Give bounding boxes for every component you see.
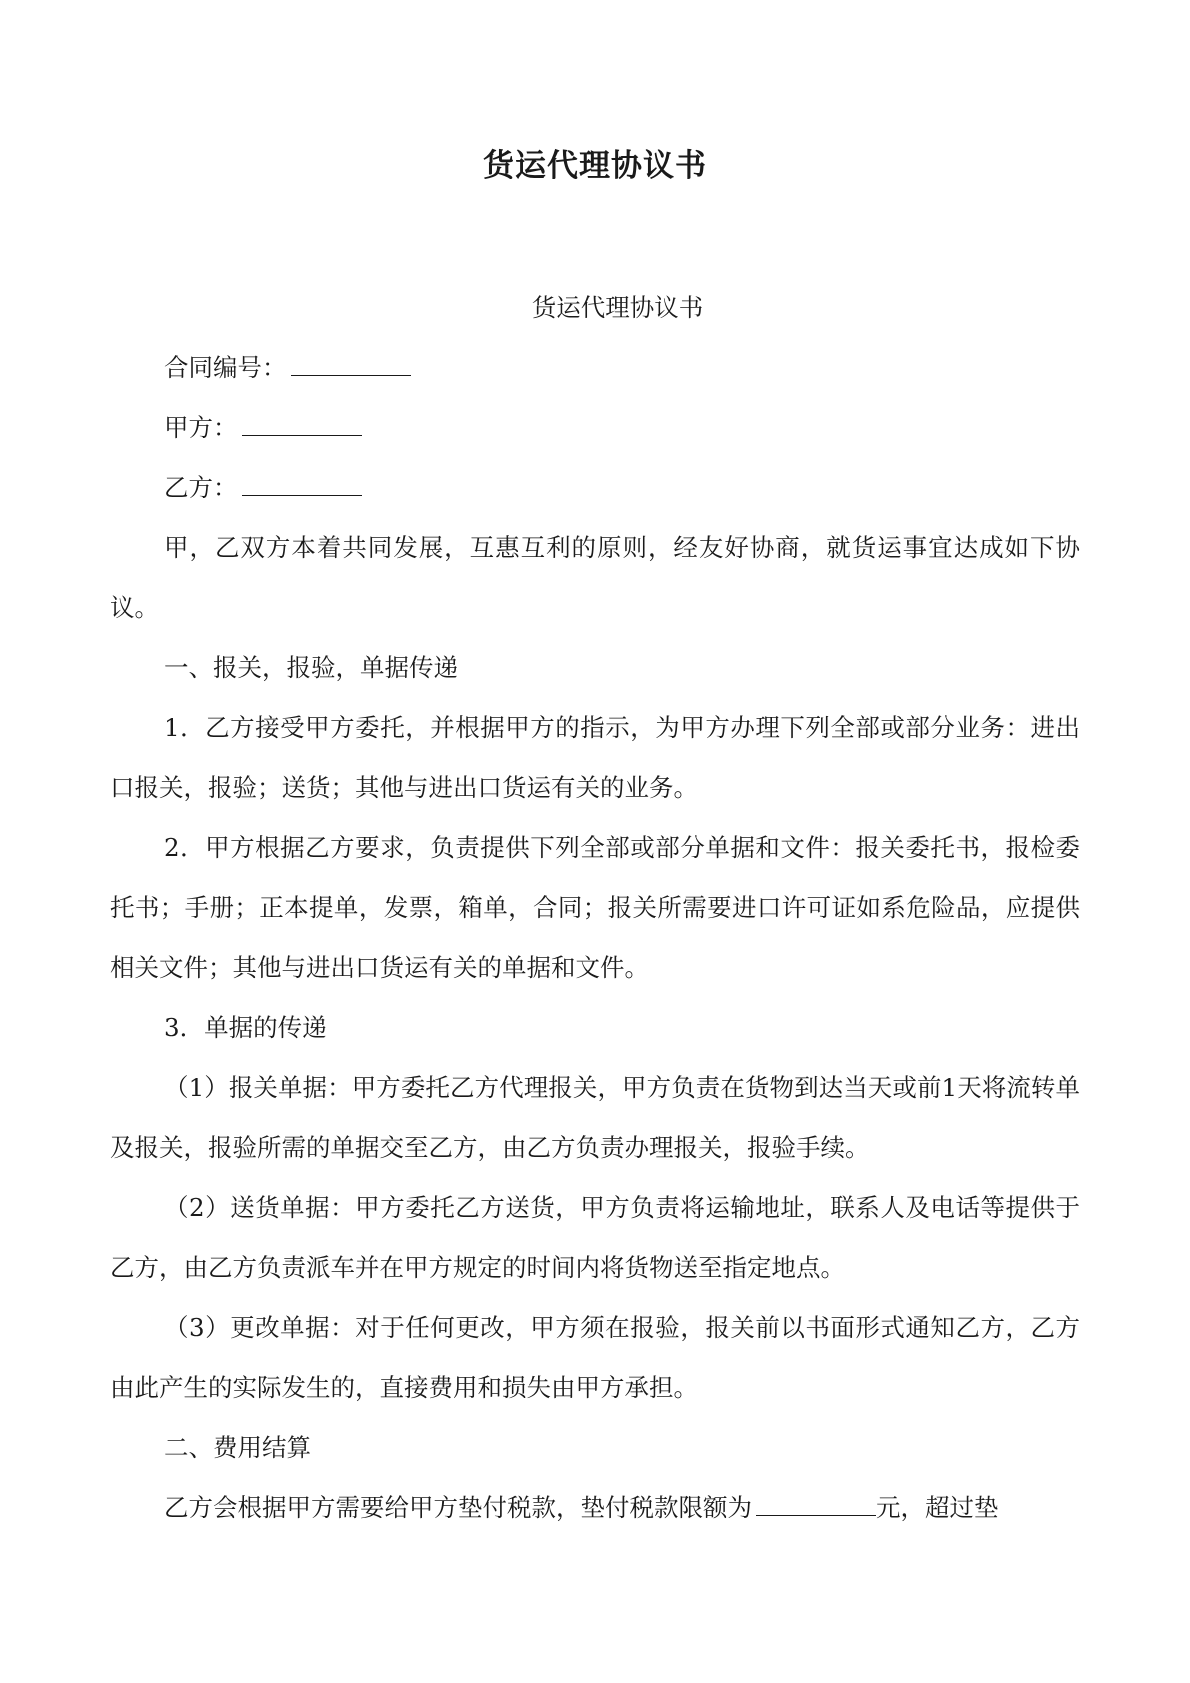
paragraph-payment bbox=[110, 1478, 1080, 1538]
payment-text-before: 乙方会根据甲方需要给甲方垫付税款，垫付税款限额为 bbox=[164, 1493, 752, 1522]
party-a-blank bbox=[242, 411, 362, 436]
contract-number-label: 合同编号： bbox=[164, 353, 287, 382]
tax-limit-blank bbox=[756, 1491, 876, 1516]
party-a-label: 甲方： bbox=[164, 413, 238, 442]
paragraph-subclause-3: （3）更改单据：对于任何更改，甲方须在报验，报关前以书面形式通知乙方，乙方由此产生的实际发生的，直接费用和损失由甲方承担。 bbox=[110, 1313, 1080, 1402]
party-b-line bbox=[110, 458, 1080, 518]
party-b-blank bbox=[242, 471, 362, 496]
document-title: 货运代理协议书 bbox=[483, 148, 707, 184]
party-b-label: 乙方： bbox=[164, 473, 238, 502]
paragraph-clause-1: 1．乙方接受甲方委托，并根据甲方的指示，为甲方办理下列全部或部分业务：进出口报关，报验；送货；其他与进出口货运有关的业务。 bbox=[110, 713, 1080, 802]
paragraph-clause-2: 2．甲方根据乙方要求，负责提供下列全部或部分单据和文件：报关委托书，报检委托书；手册；正本提单，发票，箱单，合同；报关所需要进口许可证如系危险品，应提供相关文件；其他与进出口货运有关的单据和文件。 bbox=[110, 833, 1080, 982]
paragraph-subclause-1: （1）报关单据：甲方委托乙方代理报关，甲方负责在货物到达当天或前1天将流转单及报关，报验所需的单据交至乙方，由乙方负责办理报关，报验手续。 bbox=[110, 1073, 1080, 1162]
section-heading-1: 一、报关，报验，单据传递 bbox=[164, 653, 458, 682]
payment-text-after: 元，超过垫 bbox=[876, 1493, 999, 1522]
contract-number-line bbox=[110, 338, 1080, 398]
paragraph-subclause-2: （2）送货单据：甲方委托乙方送货，甲方负责将运输地址，联系人及电话等提供于乙方，由乙方负责派车并在甲方规定的时间内将货物送至指定地点。 bbox=[110, 1193, 1080, 1282]
section-heading-2: 二、费用结算 bbox=[164, 1433, 311, 1462]
party-a-line bbox=[110, 398, 1080, 458]
paragraph-intro: 甲，乙双方本着共同发展，互惠互利的原则，经友好协商，就货运事宜达成如下协议。 bbox=[110, 533, 1080, 622]
paragraph-clause-3: 3．单据的传递 bbox=[164, 1013, 327, 1042]
document-body bbox=[110, 278, 1080, 1538]
document-subtitle: 货运代理协议书 bbox=[531, 293, 704, 322]
contract-number-blank bbox=[291, 351, 411, 376]
